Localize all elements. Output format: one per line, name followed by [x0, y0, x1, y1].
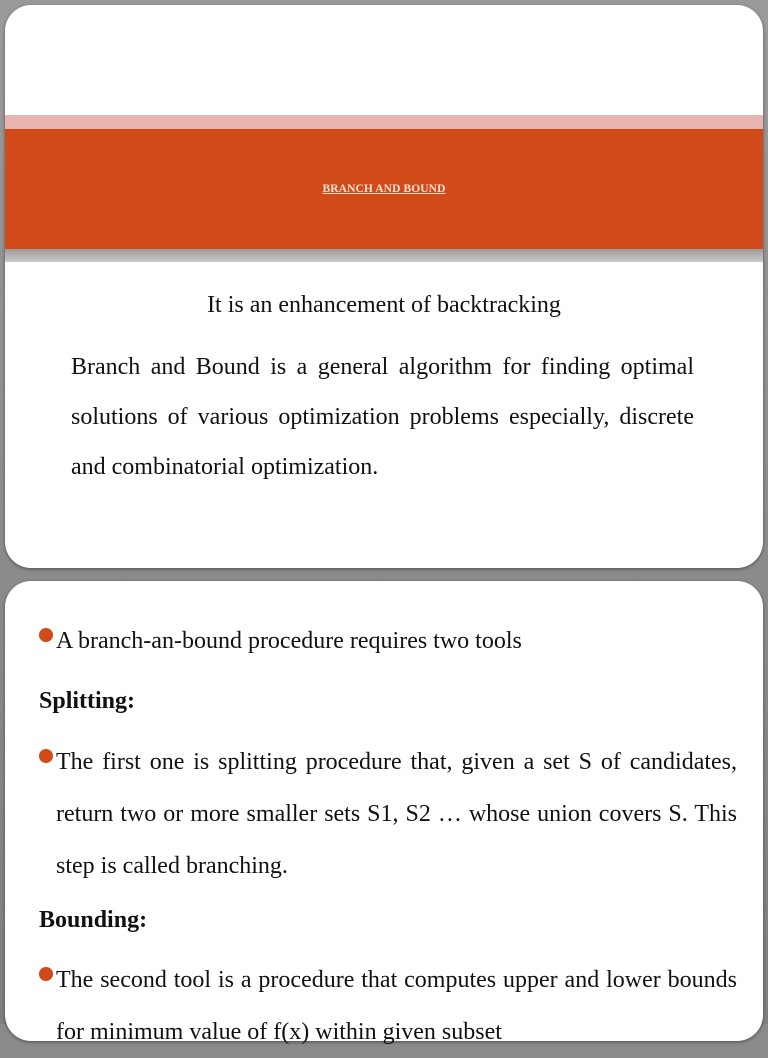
bullet-dot-icon: [39, 628, 53, 642]
bullet-item-splitting: [39, 736, 737, 892]
bullet-item: [39, 628, 522, 655]
bounding-text: The second tool is a procedure that computes upper and lower bounds for minimum value of f(x) within given subset: [56, 967, 737, 1045]
title-band-top-stripe: [5, 115, 763, 129]
slide-1: [5, 5, 763, 568]
bullet-item-bounding: [39, 954, 737, 1058]
slide-subtitle: It is an enhancement of backtracking: [207, 292, 561, 318]
slide-2: [5, 581, 763, 1045]
definition-paragraph: Branch and Bound is a general algorithm for finding optimal solutions of various optimization problems especially, discrete and combinatorial optimization.: [71, 354, 694, 480]
title-band: [5, 129, 763, 249]
title-band-shadow: [5, 249, 763, 262]
slide-title: BRANCH AND BOUND: [322, 183, 446, 195]
splitting-text: The first one is splitting procedure that, given a set S of candidates, return two or more smaller sets S1, S2 … whose union covers S. This step is called branching.: [56, 749, 737, 879]
heading-bounding: Bounding:: [39, 907, 148, 933]
bullet-dot-icon: [39, 967, 53, 981]
bullet-text: A branch-an-bound procedure requires two tools: [56, 628, 522, 654]
bullet-dot-icon: [39, 749, 53, 763]
heading-splitting: Splitting:: [39, 688, 136, 714]
